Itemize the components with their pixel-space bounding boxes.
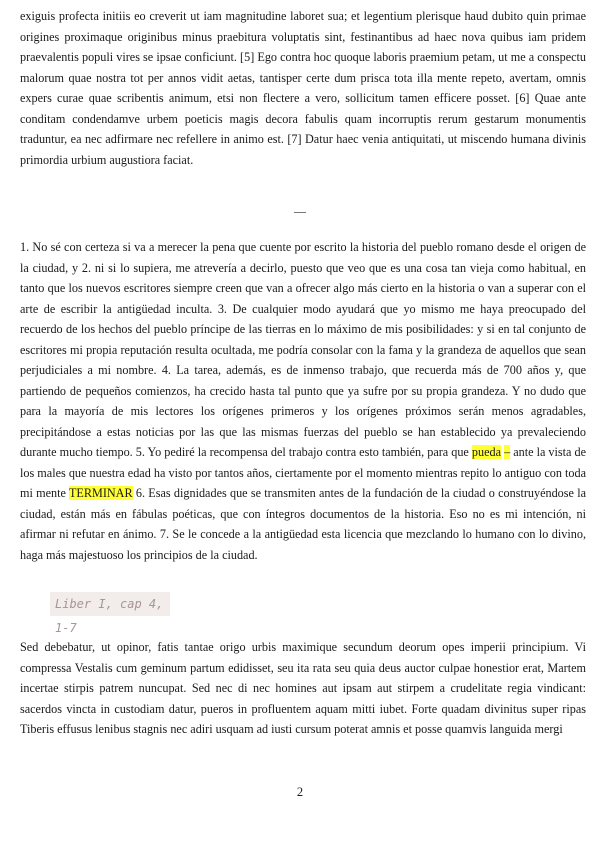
highlighted-word: pueda [471,445,502,459]
translation-text: ante la vista de los males que nuestra edad ha visto por tantos años, ciertamente por el momento mientras repito lo antiguo con toda mi mente [20,445,586,500]
section-separator: — [294,204,306,218]
translation-text: 6. Esas dignidades que se transmiten antes de la fundación de la ciudad o construyéndose la ciudad, están más en fábulas poéticas, que con íntegros documentos de la historia. Eso no es mi intención, ni afirmar ni refutar en ánimo. 7. Se le concede a la antigüedad esta licencia que mezclando lo humano con lo divino, haga más majestuoso los principios de la ciudad. [20,486,586,562]
highlighted-word: TERMINAR [68,486,133,500]
highlighted-dash: – [504,445,511,459]
latin-paragraph-2: Sed debebatur, ut opinor, fatis tantae origo urbis maximique secundum deorum opes imperii principium. Vi compressa Vestalis cum geminum partum edidisset, seu ita rata seu quia deus auctor culpae honestior erat, Martem incertae stirpis patrem nuncupat. Sed nec di nec homines aut ipsam aut stirpem a crudelitate regia vindicant: sacerdos vincta in custodiam datur, pueros in profluentem aquam mitti iubet. Forte quadam divinitus super ripas Tiberis effusus lenibus stagnis nec adiri usquam ad iusti cursum poterat amnis et posse quamvis languida mergi [20,640,586,736]
translation-text: 1. No sé con certeza si va a merecer la pena que cuente por escrito la historia del pueblo romano desde el origen de la ciudad, y 2. ni si lo supiera, me atrevería a decirlo, puesto que veo que es una cosa tan vieja como habitual, en tanto que los nuevos escritores siempre creen que van a ofrecer algo más cierto en la historia o van a superar con el arte de escribir la antigüedad inculta. 3. De cualquier modo ayudará que yo mismo me haya preocupado del recuerdo de los hechos del pueblo príncipe de las tierras en lo máximo de mis posibilidades: y si en tal conjunto de escritores mi propia reputación resulta ocultada, me podría consolar con la fama y la grandeza de aquellos que sean perjudiciales a mi nombre. 4. La tarea, además, es de inmenso trabajo, que recuerda más de 700 años y, que partiendo de pequeños comienzos, ha crecido hasta tal punto que ya sufre por su propia grandeza. Y no dudo que para la mayoría de mis lectores los orígenes primeros y los orígenes próximos serán menos agradables, precipitándose a estas noticias por las que las mismas fuerzas del pueblo se han establecido ya prevaleciendo durante mucho tiempo. 5. Yo pediré la recompensa del trabajo contra esto también, para que [20,240,586,459]
page-number: 2 [296,785,304,799]
spanish-translation-paragraph [20,237,586,565]
section-heading: Liber I, cap 4, 1-7 [50,592,170,616]
latin-paragraph-1: exiguis profecta initiis eo creverit ut iam magnitudine laboret sua; et legentium plerisque haud dubito quin primae origines proximaque originibus minus praebitura voluptatis sint, festinantibus ad haec nova quibus iam pridem praevalentis populi vires se ipsae conficiunt. [5] Ego contra hoc quoque laboris praemium petam, ut me a conspectu malorum quae nostra tot per annos vidit aetas, tantisper certe dum prisca tota illa mente repeto, avertam, omnis expers curae quae scribentis animum, etsi non flectere a vero, sollicitum tamen efficere posset. [6] Quae ante conditam condendamve urbem poeticis magis decora fabulis quam incorruptis rerum gestarum monumentis traduntur, ea nec adfirmare nec refellere in animo est. [7] Datur haec venia antiquitati, ut miscendo humana divinis primordia urbium augustiora faciat. [20,9,586,167]
